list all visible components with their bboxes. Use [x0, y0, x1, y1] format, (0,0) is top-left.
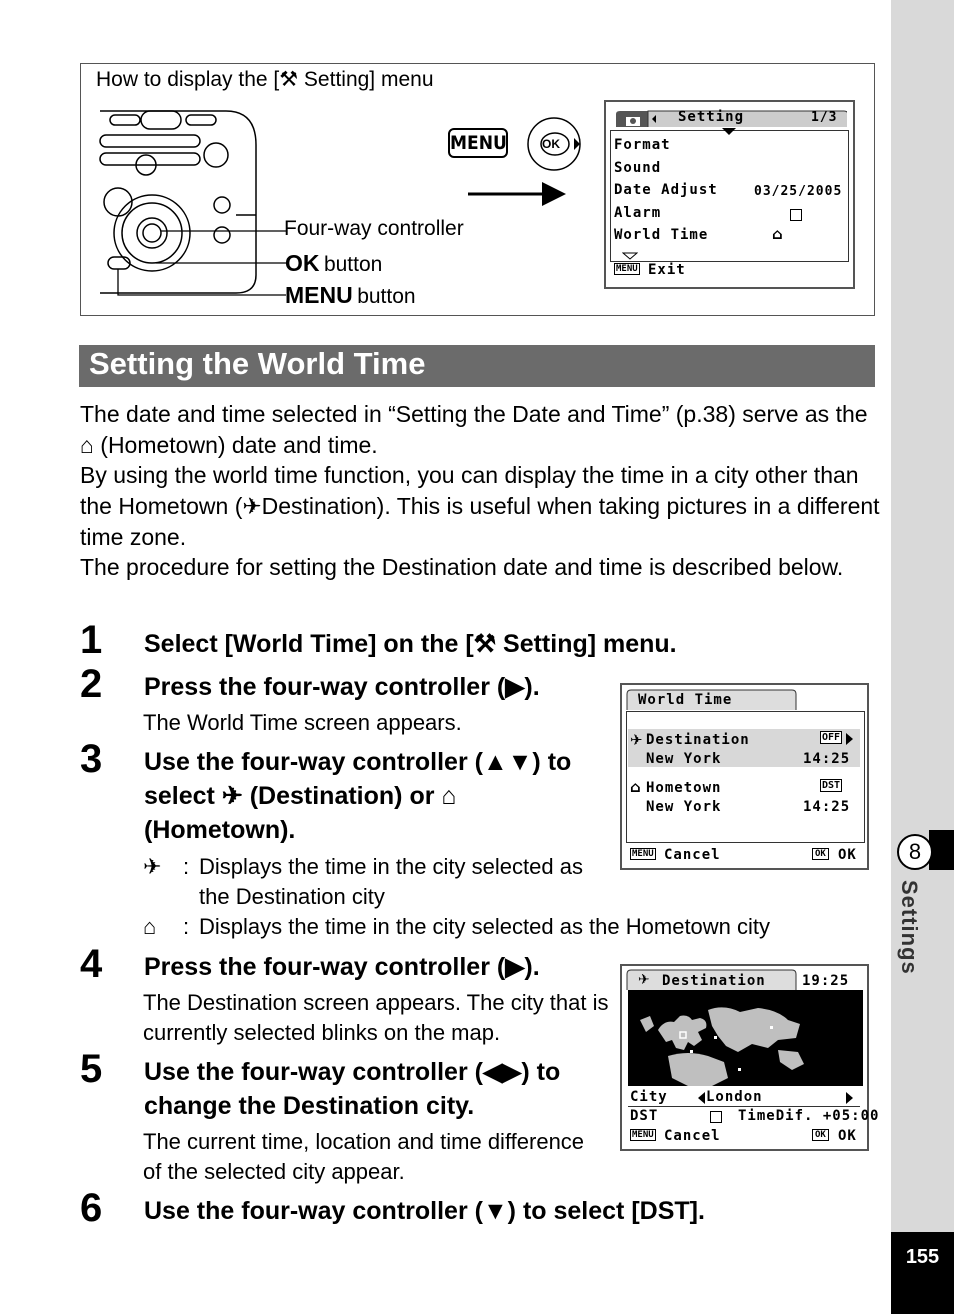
divider: [628, 1106, 860, 1107]
ok-bold: OK: [285, 250, 320, 276]
step-sub-5: The current time, location and time difference of the selected city appear.: [143, 1129, 585, 1184]
ok-key-small: OK: [812, 848, 829, 860]
menu-key-small: MENU: [616, 264, 638, 274]
setting-menu-screen: [604, 100, 855, 289]
def-colon-1: :: [183, 854, 190, 879]
destination-city: New York: [646, 751, 722, 767]
setting-date-value: 03/25/2005: [754, 184, 843, 199]
def-text-hometown: Displays the time in the city selected as the Hometown city: [199, 914, 771, 939]
chapter-tab-strip: [891, 0, 954, 1314]
setting-exit-label: Exit: [648, 262, 686, 278]
world-time-tab-label: World Time: [638, 692, 733, 708]
setting-tab-label: Setting: [678, 109, 745, 125]
home-dst-badge: DST: [822, 780, 841, 791]
step-number-5: 5: [80, 1047, 103, 1091]
setting-item-format: Format: [614, 137, 671, 153]
destination-ok: OK: [838, 1128, 857, 1144]
howto-title: How to display the [⚒ Setting] menu: [96, 68, 434, 91]
chevron-left-icon: [698, 1092, 706, 1104]
step-number-3: 3: [80, 737, 103, 781]
step-sub-2: The World Time screen appears.: [143, 710, 462, 735]
dst-label: DST: [630, 1108, 659, 1124]
chevron-right-icon: [846, 1092, 854, 1104]
city-label: City: [630, 1089, 668, 1105]
chevron-down-outline-icon: [622, 252, 638, 260]
destination-tab-label: Destination: [662, 973, 766, 989]
intro-paragraph-2: By using the world time function, you can display the time in a city other than the Hometown (✈Destination). This is useful when taking pictures in a different time zone.: [80, 462, 880, 550]
def-symbol-hometown: ⌂: [143, 914, 157, 939]
setting-item-date-adjust: Date Adjust: [614, 182, 718, 198]
four-way-controller-label: Four-way controller: [284, 217, 464, 240]
destination-clock: 19:25: [802, 973, 850, 989]
hometown-time: 14:25: [803, 799, 851, 815]
home-icon: ⌂: [772, 225, 784, 243]
airplane-icon: ✈: [630, 731, 644, 749]
step-text-4: Press the four-way controller (▶).: [144, 953, 540, 981]
home-icon: ⌂: [630, 778, 642, 796]
ok-button-label: [285, 250, 382, 277]
dst-checkbox: [710, 1111, 722, 1123]
destination-city: London: [706, 1089, 763, 1105]
ok-key-small: OK: [812, 1129, 829, 1141]
chapter-label: Settings: [897, 880, 922, 975]
def-symbol-destination: ✈: [143, 854, 162, 879]
intro-paragraph-3: The procedure for setting the Destination date and time is described below.: [80, 554, 844, 580]
time-difference: TimeDif. +05:00: [738, 1108, 880, 1124]
step-number-2: 2: [80, 662, 103, 706]
step-number-4: 4: [80, 942, 103, 986]
setting-page: 1/3: [811, 110, 838, 125]
step-text-3: Use the four-way controller (▲▼) to select ✈ (Destination) or ⌂ (Hometown).: [144, 748, 572, 844]
menu-key-small: MENU: [632, 849, 654, 859]
destination-screen: [620, 964, 880, 1151]
chevron-down-icon: [722, 128, 736, 136]
step-text-5: Use the four-way controller (◀▶) to change the Destination city.: [144, 1058, 561, 1120]
step-number-1: 1: [80, 618, 103, 662]
ok-dial-label: OK: [542, 137, 560, 151]
chapter-number: 8: [897, 834, 933, 870]
destination-label: Destination: [646, 732, 750, 748]
menu-key-small: MENU: [632, 1130, 654, 1140]
menu-button-label: [285, 282, 416, 309]
step-text-1: Select [World Time] on the [⚒ Setting] menu.: [144, 630, 677, 658]
world-time-screen: [620, 683, 869, 870]
step-text-6: Use the four-way controller (▼) to select [DST].: [144, 1197, 705, 1225]
step-sub-4: The Destination screen appears. The city that is currently selected blinks on the map.: [143, 990, 609, 1045]
setting-item-sound: Sound: [614, 160, 662, 176]
step-text-2: Press the four-way controller (▶).: [144, 673, 540, 701]
def-text-destination: Displays the time in the city selected as the Destination city: [199, 854, 583, 909]
ok-rest: button: [323, 253, 383, 276]
world-map: [628, 990, 863, 1086]
destination-time: 14:25: [803, 751, 851, 767]
setting-item-alarm: Alarm: [614, 205, 662, 221]
menu-bold: MENU: [285, 282, 353, 308]
section-title: Setting the World Time: [89, 346, 426, 381]
def-colon-2: :: [183, 914, 190, 939]
chevron-right-icon: [846, 733, 854, 745]
hometown-label: Hometown: [646, 780, 722, 796]
alarm-off-checkbox: [790, 209, 802, 221]
airplane-icon: ✈: [638, 972, 651, 988]
intro-paragraph-1: The date and time selected in “Setting the Date and Time” (p.38) serve as the ⌂ (Hometown) date and time.: [80, 401, 868, 458]
hometown-city: New York: [646, 799, 722, 815]
page-number: 155: [891, 1232, 954, 1314]
world-time-cancel: Cancel: [664, 847, 721, 863]
setting-item-world-time: World Time: [614, 227, 709, 243]
menu-key-icon: MENU: [448, 128, 508, 158]
menu-rest: button: [357, 285, 416, 308]
destination-cancel: Cancel: [664, 1128, 721, 1144]
world-time-ok: OK: [838, 847, 857, 863]
camera-back-illustration: [96, 105, 286, 305]
arrow-right-icon: [468, 180, 568, 208]
dest-dst-off-badge: OFF: [822, 732, 841, 743]
step-number-6: 6: [80, 1186, 103, 1230]
